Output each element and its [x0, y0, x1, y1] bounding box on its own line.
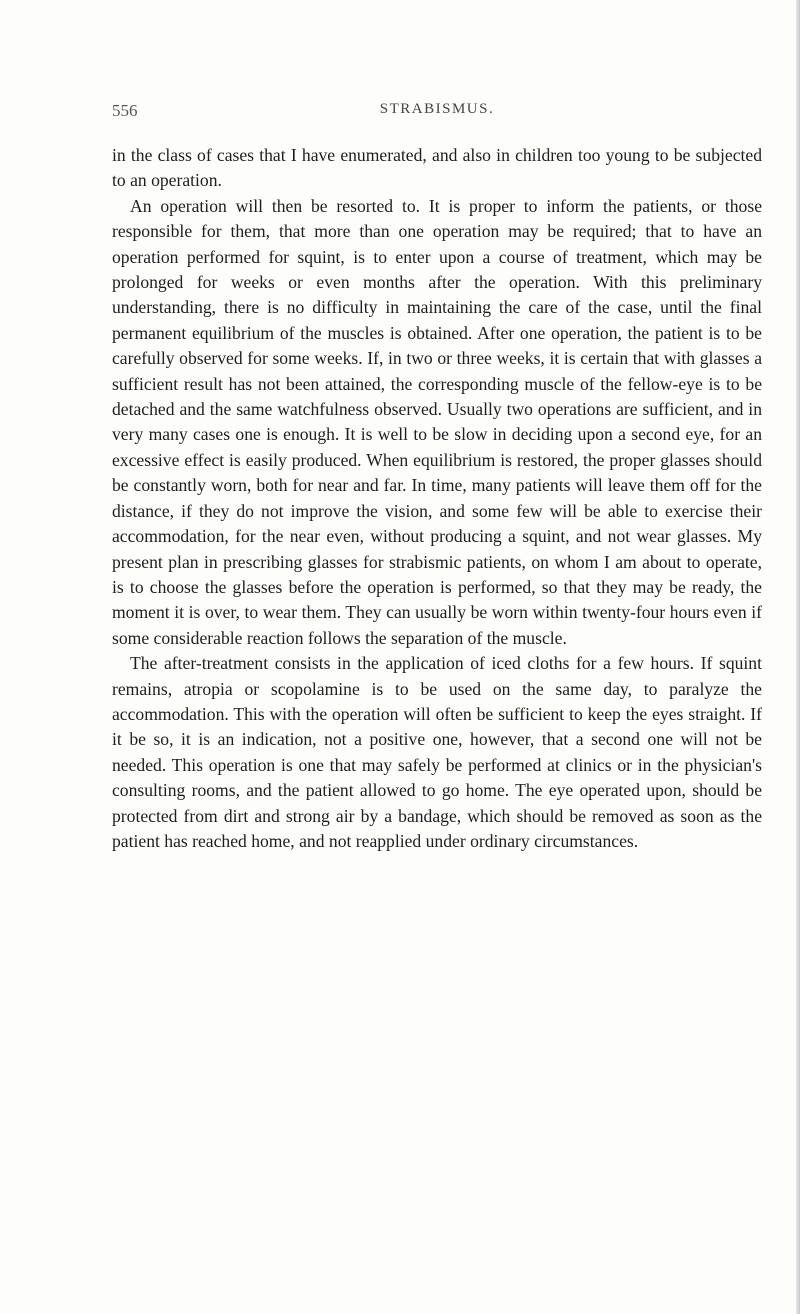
body-text [112, 143, 762, 854]
page-header [112, 101, 762, 125]
paragraph-operation: An operation will then be resorted to. It is proper to inform the patients, or those responsible for them, that more than one operation may be required; that to have an operation performed for squint, is to enter upon a course of treatment, which may be prolonged for weeks or even months after the operation. With this preliminary understanding, there is no difficulty in maintaining the care of the case, until the final permanent equilibrium of the muscles is obtained. After one operation, the patient is to be carefully observed for some weeks. If, in two or three weeks, it is certain that with glasses a sufficient result has not been attained, the corresponding muscle of the fellow-eye is to be detached and the same watchfulness observed. Usually two operations are sufficient, and in very many cases one is enough. It is well to be slow in deciding upon a second eye, for an excessive effect is easily produced. When equilibrium is restored, the proper glasses should be constantly worn, both for near and far. In time, many patients will leave them off for the distance, if they do not improve the vision, and some few will be able to exercise their accommodation, for the near even, without producing a squint, and not wear glasses. My present plan in prescribing glasses for strabismic patients, on whom I am about to operate, is to choose the glasses before the operation is performed, so that they may be ready, the moment it is over, to wear them. They can usually be worn within twenty-four hours even if some considerable reaction follows the separation of the muscle. [112, 195, 762, 648]
page-number: 556 [112, 101, 138, 120]
paragraph-continuation: in the class of cases that I have enumerated, and also in children too young to be subjected to an operation. [112, 145, 762, 191]
page-edge [796, 0, 800, 1314]
running-head: STRABISMUS. [379, 101, 495, 117]
paragraph-after-treatment: The after-treatment consists in the application of iced cloths for a few hours. If squint remains, atropia or scopolamine is to be used on the same day, to paralyze the accommodation. This with the operation will often be sufficient to keep the eyes straight. If it be so, it is an indication, not a positive one, however, that a second one will not be needed. This operation is one that may safely be performed at clinics or in the physician's consulting rooms, and the patient allowed to go home. The eye operated upon, should be protected from dirt and strong air by a bandage, which should be removed as soon as the patient has reached home, and not reapplied under ordinary circumstances. [112, 653, 762, 851]
